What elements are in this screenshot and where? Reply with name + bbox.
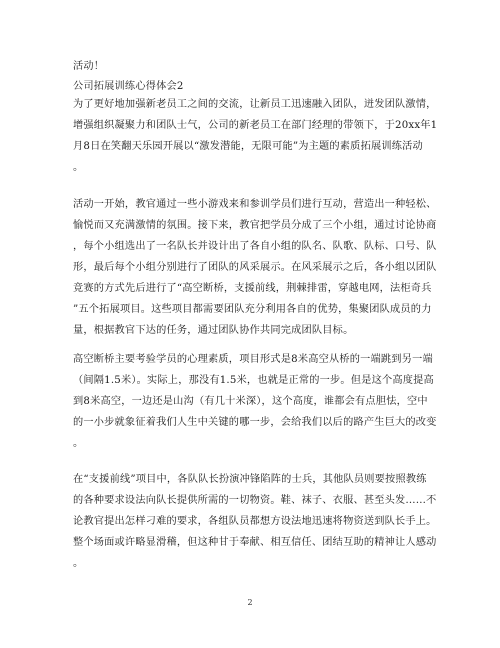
text-line: （间隔1.5米）。实际上，那没有1.5米，也就是正常的一步。但是这个高度提高 bbox=[73, 375, 434, 386]
text-line: 。 bbox=[73, 162, 84, 173]
text-line: ，每个小组选出了一名队长并设计出了各自小组的队名、队歌、队标、口号、队 bbox=[73, 241, 437, 252]
text-line: 高空断桥主要考验学员的心理素质，项目形式是8米高空从桥的一端跳到另一端 bbox=[73, 354, 433, 365]
text-line: 论教官提出怎样刁难的要求，各组队员都想方设法地迅速将物资送到队长手上。 bbox=[73, 516, 437, 527]
text-line: 在“支援前线”项目中，各队队长扮演冲锋陷阵的士兵，其他队员则要按照教练 bbox=[73, 474, 427, 485]
text-line: 形，最后每个小组分别进行了团队的风采展示。在风采展示之后，各小组以团队 bbox=[73, 262, 437, 273]
text-line: 竞赛的方式先后进行了“高空断桥，支援前线，荆棘排雷，穿越电网，法柜奇兵 bbox=[73, 283, 432, 294]
text-line: 增强组织凝聚力和团队士气，公司的新老员工在部门经理的带领下，于20xx年1 bbox=[73, 120, 438, 131]
text-line: 活动一开始，教官通过一些小游戏来和参训学员们进行互动，营造出一种轻松、 bbox=[73, 199, 437, 210]
text-line: 为了更好地加强新老员工之间的交流，让新员工迅速融入团队，迸发团队激情， bbox=[73, 99, 437, 110]
text-line: 到8米高空，一边还是山沟（有几十米深），这个高度，谁都会有点胆怯，空中 bbox=[73, 396, 428, 407]
text-line: ”五个拓展项目。这些项目都需要团队充分利用各自的优势，集聚团队成员的力 bbox=[73, 304, 432, 315]
text-line: 。 bbox=[73, 438, 84, 449]
text-line: 。 bbox=[73, 558, 84, 569]
text-line: 活动！ bbox=[73, 61, 105, 72]
text-line: 愉悦而又充满激情的氛围。接下来，教官把学员分成了三个小组，通过讨论协商 bbox=[73, 220, 437, 231]
text-line: 月8日在笑翻天乐园开展以“激发潜能，无限可能”为主题的素质拓展训练活动 bbox=[73, 141, 423, 152]
text-line: 的各种要求设法向队长提供所需的一切物资。鞋、袜子、衣服、甚至头发……不 bbox=[73, 495, 437, 506]
text-line: 整个场面或许略显滑稽，但这种甘于奉献、相互信任、团结互助的精神让人感动 bbox=[73, 537, 437, 548]
text-line: 的一小步就象征着我们人生中关键的哪一步，会给我们以后的路产生巨大的改变 bbox=[73, 417, 437, 428]
section-heading: 公司拓展训练心得体会2 bbox=[73, 81, 184, 92]
page-number: 2 bbox=[247, 598, 253, 607]
text-line: 量，根据教官下达的任务，通过团队协作共同完成团队目标。 bbox=[73, 325, 354, 336]
